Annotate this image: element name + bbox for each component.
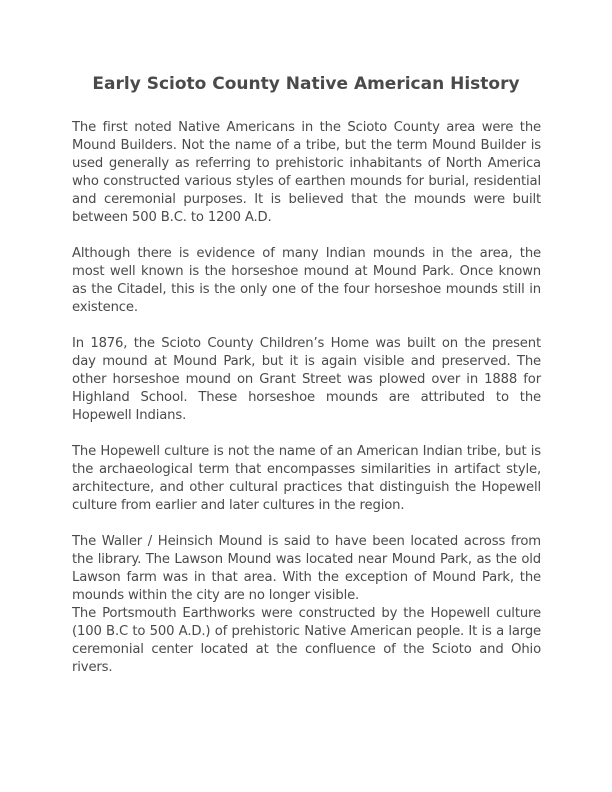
document-title: Early Scioto County Native American History — [92, 74, 520, 94]
paragraph-portsmouth-earthworks: The Portsmouth Earthworks were constructed by the Hopewell culture (100 B.C to 500 A.D.) of prehistoric Native American people. It is a large ceremonial center located at the confluence of the Scioto and Ohio rivers. — [72, 606, 541, 675]
paragraph-childrens-home: In 1876, the Scioto County Children’s Home was built on the present day mound at Mound Park, but it is again visible and preserved. The other horseshoe mound on Grant Street was plowed over in 1888 for Highland School. These horseshoe mounds are attributed to the Hopewell Indians. — [72, 336, 541, 423]
paragraph-mound-builders: The first noted Native Americans in the Scioto County area were the Mound Builders. Not the name of a tribe, but the term Mound Builder is used generally as referring to prehistoric inhabitants of North America who constructed various styles of earthen mounds for burial, residential and ceremonial purposes. It is believed that the mounds were built between 500 B.C. to 1200 A.D. — [72, 120, 541, 225]
paragraph-waller-heinsich-mound: The Waller / Heinsich Mound is said to have been located across from the library. The Lawson Mound was located near Mound Park, as the old Lawson farm was in that area. With the exception of Mound Park, the mounds within the city are no longer visible. — [72, 534, 541, 603]
document-body — [72, 119, 541, 695]
paragraph-horseshoe-mound: Although there is evidence of many Indian mounds in the area, the most well known is the horseshoe mound at Mound Park. Once known as the Citadel, this is the only one of the four horseshoe mounds still in existence. — [72, 246, 541, 315]
paragraph-hopewell-culture: The Hopewell culture is not the name of an American Indian tribe, but is the archaeological term that encompasses similarities in artifact style, architecture, and other cultural practices that distinguish the Hopewell culture from earlier and later cultures in the region. — [72, 444, 541, 513]
